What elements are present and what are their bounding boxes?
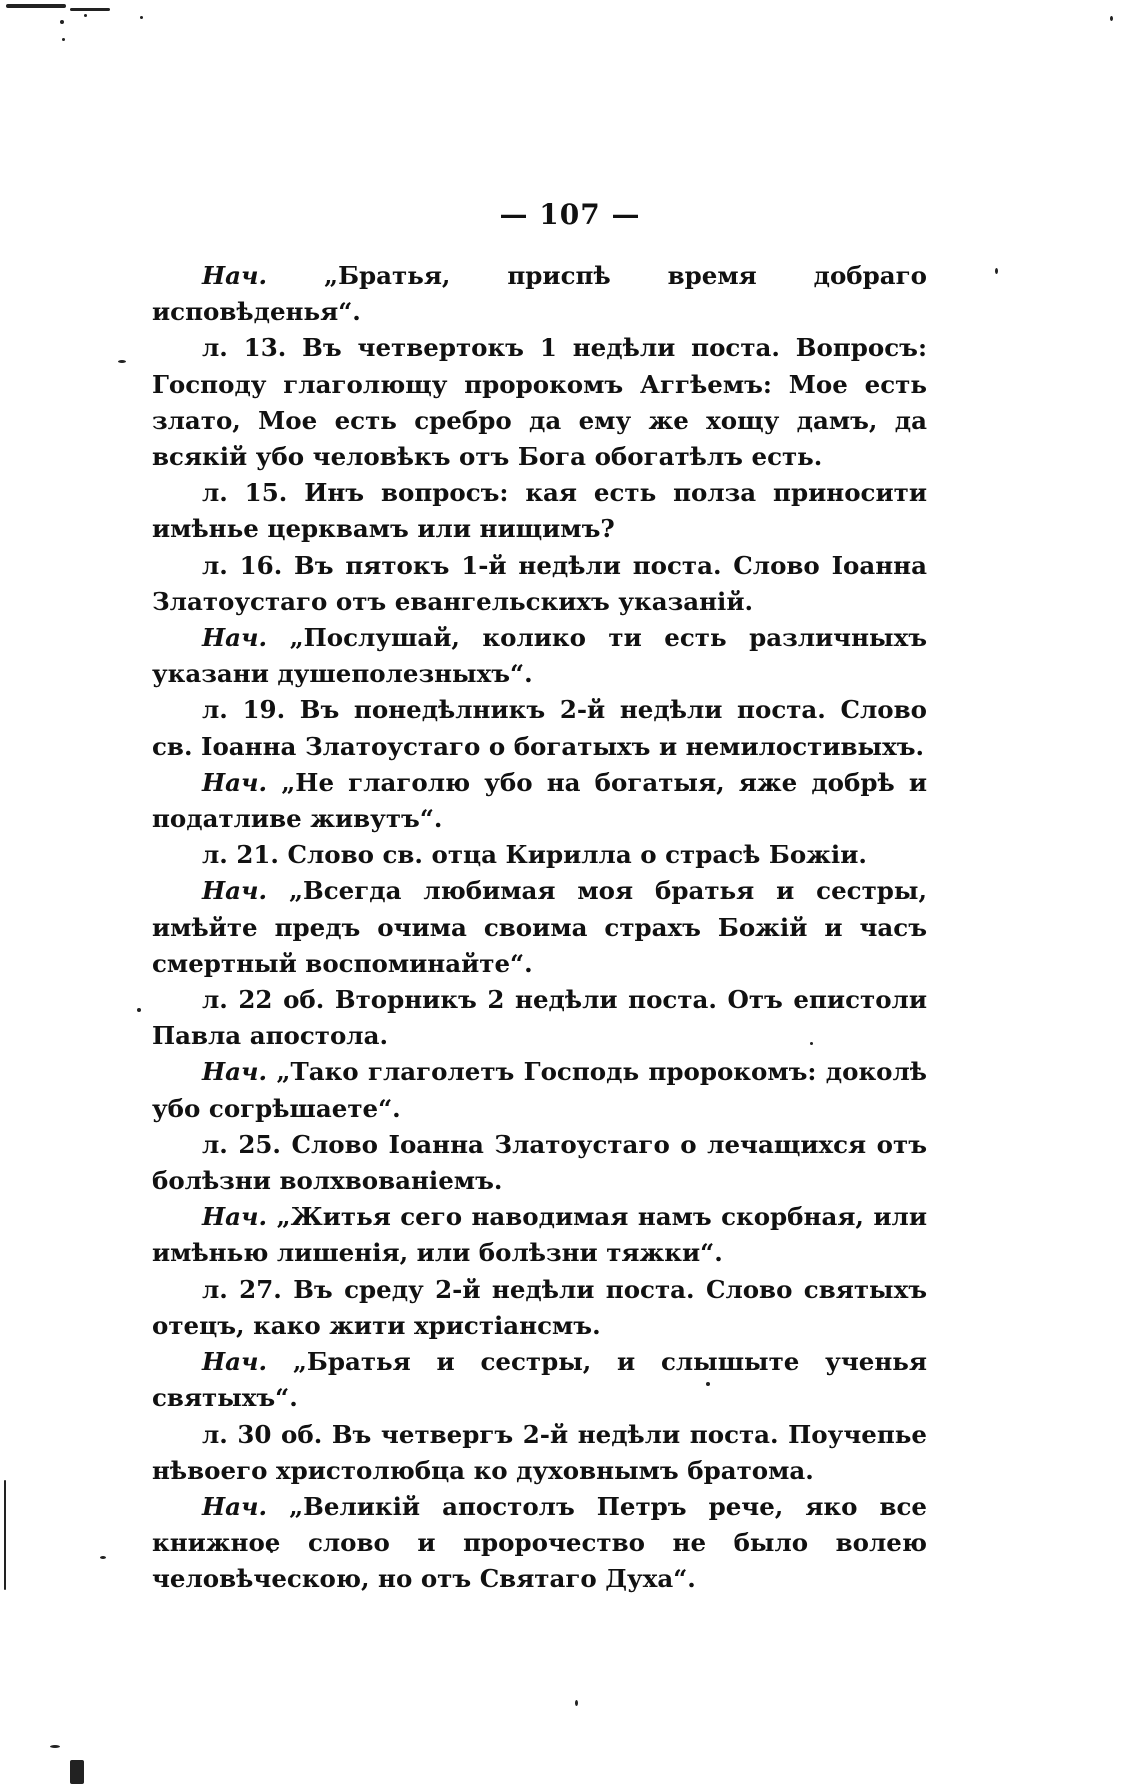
paragraph-text: „Тако глаголетъ Господь пророкомъ: доколѣ убо согрѣшаете“. bbox=[152, 1057, 927, 1123]
scan-speck bbox=[60, 20, 64, 24]
paragraph-text: „Всегда любимая моя братья и сестры, имѣйте предъ очима своима страхъ Божій и часъ смертный воспоминайте“. bbox=[152, 876, 927, 978]
paragraph-text: л. 13. Въ четвертокъ 1 недѣли поста. Вопросъ: Господу глаголющу пророкомъ Аггѣемъ: Мое есть злато, Мое есть сребро да ему же хощу дамъ, да всякій убо человѣкъ отъ Бога обогатѣлъ есть. bbox=[152, 333, 927, 472]
scan-speck bbox=[995, 268, 998, 274]
paragraph bbox=[152, 1199, 927, 1271]
paragraph bbox=[152, 620, 927, 692]
paragraph-lead: Нач. bbox=[202, 1202, 268, 1232]
paragraph-lead: Нач. bbox=[202, 623, 268, 653]
paragraph bbox=[152, 837, 927, 873]
scan-speck bbox=[140, 16, 143, 19]
paragraph bbox=[152, 1054, 927, 1126]
page-number: — 107 — bbox=[499, 198, 641, 231]
scan-speck bbox=[1110, 16, 1113, 21]
paragraph-text: л. 25. Слово Іоанна Златоустаго о лечащихся отъ болѣзни волхвованіемъ. bbox=[152, 1129, 927, 1196]
paragraph-text: „Житья сего наводимая намъ скорбная, или имѣнью лишенія, или болѣзни тяжки“. bbox=[152, 1202, 927, 1268]
paragraph-text: л. 30 об. Въ четвергъ 2-й недѣли поста. Поучепье нѣвоего христолюбца ко духовнымъ братома. bbox=[152, 1419, 927, 1485]
paragraph bbox=[152, 1344, 927, 1416]
scan-speck bbox=[62, 38, 65, 41]
paragraph-text: л. 19. Въ понедѣлникъ 2-й недѣли поста. Слово св. Іоанна Златоустаго о богатыхъ и немилостивыхъ. bbox=[152, 695, 927, 761]
paragraph-lead: Нач. bbox=[202, 767, 268, 797]
paragraph-lead: Нач. bbox=[202, 876, 268, 906]
paragraph-lead: Нач. bbox=[202, 1491, 268, 1521]
scan-speck bbox=[70, 1760, 84, 1784]
paragraph bbox=[152, 1489, 927, 1598]
catalog-text bbox=[152, 258, 927, 1598]
scan-speck bbox=[118, 360, 126, 363]
paragraph-text: л. 21. Слово св. отца Кирилла о страсѣ Божіи. bbox=[202, 840, 867, 870]
paragraph bbox=[152, 1417, 927, 1489]
paragraph bbox=[152, 692, 927, 764]
paragraph-text: „Послушай, колико ти есть различныхъ указани душеполезныхъ“. bbox=[152, 623, 927, 689]
scan-speck bbox=[100, 1556, 106, 1559]
scan-speck bbox=[137, 1008, 141, 1012]
paragraph-text: л. 16. Въ пятокъ 1-й недѣли поста. Слово Іоанна Златоустаго отъ евангельскихъ указаній. bbox=[152, 550, 927, 616]
paragraph-text: „Великій апостолъ Петръ рече, яко все книжное слово и пророчество не было волею человѣческою, но отъ Святаго Духа“. bbox=[152, 1491, 927, 1594]
scan-speck bbox=[575, 1700, 578, 1706]
paragraph bbox=[152, 982, 927, 1054]
paragraph-text: л. 22 об. Вторникъ 2 недѣли поста. Отъ епистоли Павла апостола. bbox=[152, 985, 927, 1051]
paragraph-text: „Братья и сестры, и слышыте ученья святыхъ“. bbox=[152, 1347, 927, 1413]
paragraph-text: „Не глаголю убо на богатыя, яже добрѣ и податливе живутъ“. bbox=[152, 767, 927, 834]
scan-speck bbox=[84, 14, 87, 17]
paragraph bbox=[152, 1127, 927, 1199]
paragraph bbox=[152, 475, 927, 547]
scan-speck bbox=[50, 1745, 60, 1748]
paragraph-text: л. 27. Въ среду 2-й недѣли поста. Слово святыхъ отецъ, како жити христіансмъ. bbox=[152, 1274, 927, 1340]
paragraph-text: „Братья, приспѣ время добраго исповѣденья“. bbox=[152, 261, 927, 327]
paragraph-lead: Нач. bbox=[202, 1057, 268, 1087]
scan-speck bbox=[6, 4, 66, 8]
paragraph bbox=[152, 548, 927, 620]
paragraph bbox=[152, 873, 927, 982]
scan-speck bbox=[4, 1480, 6, 1590]
paragraph bbox=[152, 765, 927, 837]
paragraph bbox=[152, 330, 927, 475]
paragraph-text: л. 15. Инъ вопросъ: кая есть полза приносити имѣнье церквамъ или нищимъ? bbox=[152, 478, 927, 544]
paragraph-lead: Нач. bbox=[202, 261, 268, 290]
paragraph bbox=[152, 258, 927, 330]
paragraph-lead: Нач. bbox=[202, 1347, 268, 1377]
paragraph bbox=[152, 1272, 927, 1344]
scan-speck bbox=[70, 8, 110, 11]
